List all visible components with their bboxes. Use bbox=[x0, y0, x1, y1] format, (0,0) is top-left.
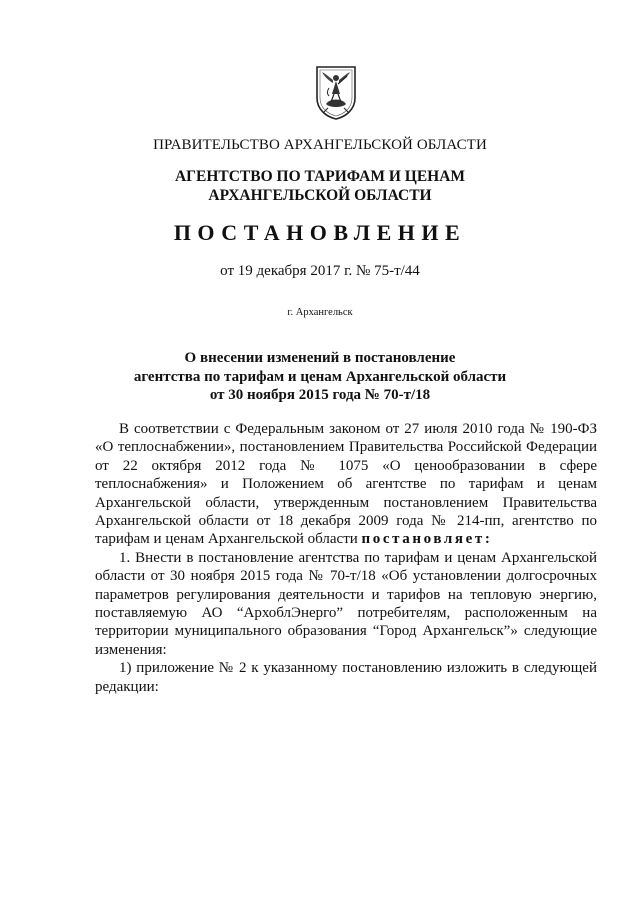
decree-keyword: постановляет bbox=[361, 531, 485, 548]
city-name: г. Архангельск bbox=[287, 307, 353, 318]
government-title: ПРАВИТЕЛЬСТВО АРХАНГЕЛЬСКОЙ ОБЛАСТИ bbox=[153, 137, 487, 153]
decree-keyword-colon: : bbox=[484, 531, 493, 548]
coat-of-arms-icon bbox=[314, 64, 358, 120]
document-body bbox=[95, 420, 597, 696]
document-type: ПОСТАНОВЛЕНИЕ bbox=[173, 220, 467, 245]
subject-line2: агентства по тарифам и ценам Архангельской области bbox=[133, 369, 507, 385]
item-1-paragraph: 1. Внести в постановление агентства по тарифам и ценам Архангельской области от 30 ноября 2015 года № 70-т/18 «Об установлении долгосрочных параметров регулирования деятельности и тарифов на тепловую энергию, поставляемую АО “АрхоблЭнерго” потребителям, расположенным на территории муниципального образования “Город Архангельск”» следующие изменения: bbox=[95, 549, 597, 658]
item-1-1-paragraph: 1) приложение № 2 к указанному постановлению изложить в следующей редакции: bbox=[95, 660, 597, 695]
date-and-number: от 19 декабря 2017 г. № 75-т/44 bbox=[220, 263, 420, 279]
intro-paragraph bbox=[95, 420, 597, 549]
subject-line3: от 30 ноября 2015 года № 70-т/18 bbox=[209, 387, 431, 403]
agency-title-line2: АРХАНГЕЛЬСКОЙ ОБЛАСТИ bbox=[208, 187, 432, 204]
intro-text: В соответствии с Федеральным законом от 27 июля 2010 года № 190-ФЗ «О теплоснабжении», постановлением Правительства Российской Федерации от 22 октября 2012 года № 1075 «О ценообразовании в сфере теплоснабжения» и Положением об агентстве по тарифам и ценам Архангельской области, утвержденным постановлением Правительства Архангельской области от 18 декабря 2009 года № 214-пп, агентство по тарифам и ценам Архангельской области bbox=[95, 421, 597, 548]
agency-title-line1: АГЕНТСТВО ПО ТАРИФАМ И ЦЕНАМ bbox=[174, 168, 466, 185]
subject-line1: О внесении изменений в постановление bbox=[184, 350, 456, 366]
